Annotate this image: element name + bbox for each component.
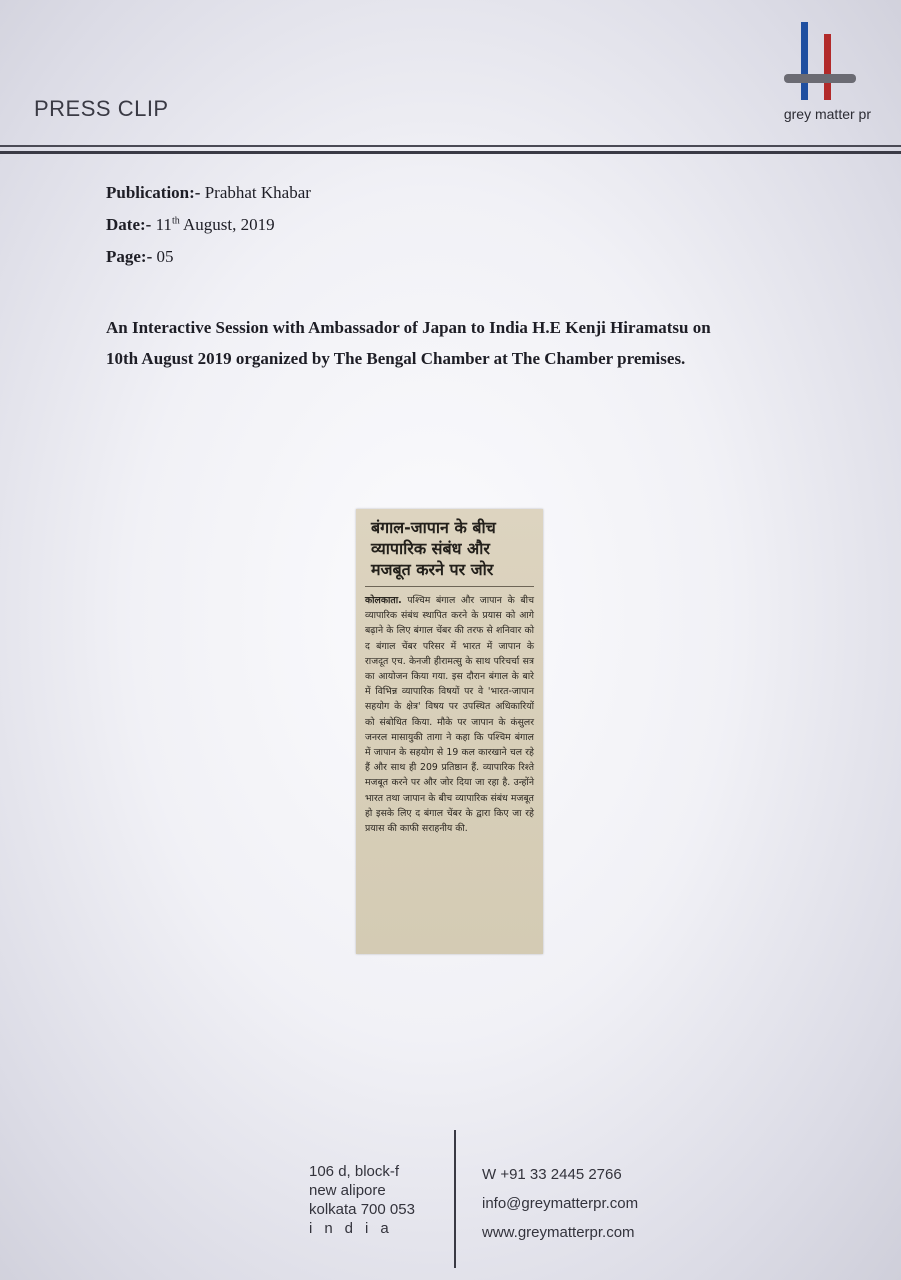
clipping-body bbox=[365, 593, 534, 836]
clipping-headline-line-2: व्यापारिक संबंध और bbox=[371, 539, 490, 558]
footer-address bbox=[309, 1162, 415, 1238]
clipping-headline bbox=[371, 517, 534, 580]
publication-line bbox=[106, 183, 311, 203]
page-value: 05 bbox=[156, 247, 174, 266]
newspaper-clipping bbox=[356, 509, 543, 954]
date-label: Date:- bbox=[106, 215, 152, 234]
date-rest: August, 2019 bbox=[183, 215, 275, 234]
clipping-text: पश्चिम बंगाल और जापान के बीच व्यापारिक संबंध स्थापित करने के प्रयास को आगे बढ़ाने के लिए बंगाल चेंबर की तरफ से शनिवार को द बंगाल चेंबर परिसर में भारत में जापान के राजदूत एच. केनजी हीरामत्सु के साथ परिचर्चा सत्र का आयोजन किया गया. इस दौरान बंगाल के बारे में विभिन्न व्यापारिक विषयों पर वे 'भारत-जापान सहयोग के क्षेत्र' विषय पर उपस्थित अधिकारियों को संबोधित किया. मौके पर जापान के कंसुलर जनरल मासायुकी तागा ने कहा कि पश्चिम बंगाल में जापान के सहयोग से 19 कल कारखाने चल रहे हैं और साथ ही 209 प्रतिष्ठान हैं. व्यापारिक रिश्ते मजबूत करने पर और जोर दिया जा रहा है. उन्होंने भारत तथा जापान के बीच व्यापारिक संबंध मजबूत हो इसके लिए द बंगाल चेंबर के द्वारा किए जा रहे प्रयास की काफी सराहनीय की. bbox=[365, 595, 534, 835]
page-label: Page:- bbox=[106, 247, 153, 266]
headline-line-1: An Interactive Session with Ambassador of Japan to India H.E Kenji Hiramatsu on bbox=[106, 318, 711, 337]
footer-divider bbox=[454, 1130, 456, 1268]
publication-label: Publication:- bbox=[106, 183, 201, 202]
header-rule-thick bbox=[0, 151, 901, 154]
footer-phone: W +91 33 2445 2766 bbox=[482, 1166, 622, 1183]
date-line bbox=[106, 215, 275, 235]
address-line-3: kolkata 700 053 bbox=[309, 1201, 415, 1218]
clipping-dateline: कोलकाता. bbox=[365, 595, 402, 606]
page-line bbox=[106, 247, 174, 267]
clipping-headline-line-1: बंगाल-जापान के बीच bbox=[371, 518, 496, 537]
header-rule-thin bbox=[0, 145, 901, 147]
grey-matter-logo-icon bbox=[780, 20, 860, 104]
date-suffix: th bbox=[171, 215, 180, 227]
headline-line-2: 10th August 2019 organized by The Bengal Chamber at The Chamber premises. bbox=[106, 349, 686, 368]
clipping-divider bbox=[365, 586, 534, 587]
press-clip-title: PRESS CLIP bbox=[34, 96, 169, 121]
footer-website[interactable]: www.greymatterpr.com bbox=[482, 1224, 635, 1241]
address-line-1: 106 d, block-f bbox=[309, 1163, 400, 1180]
footer-email[interactable]: info@greymatterpr.com bbox=[482, 1195, 639, 1212]
address-line-4: india bbox=[309, 1220, 401, 1237]
publication-value: Prabhat Khabar bbox=[204, 183, 311, 202]
clipping-headline-line-3: मजबूत करने पर जोर bbox=[371, 560, 494, 579]
footer-contact bbox=[482, 1160, 638, 1247]
headline bbox=[106, 312, 796, 374]
address-line-2: new alipore bbox=[309, 1182, 386, 1199]
brand-name: grey matter pr bbox=[783, 106, 871, 122]
date-day: 11 bbox=[155, 215, 172, 234]
